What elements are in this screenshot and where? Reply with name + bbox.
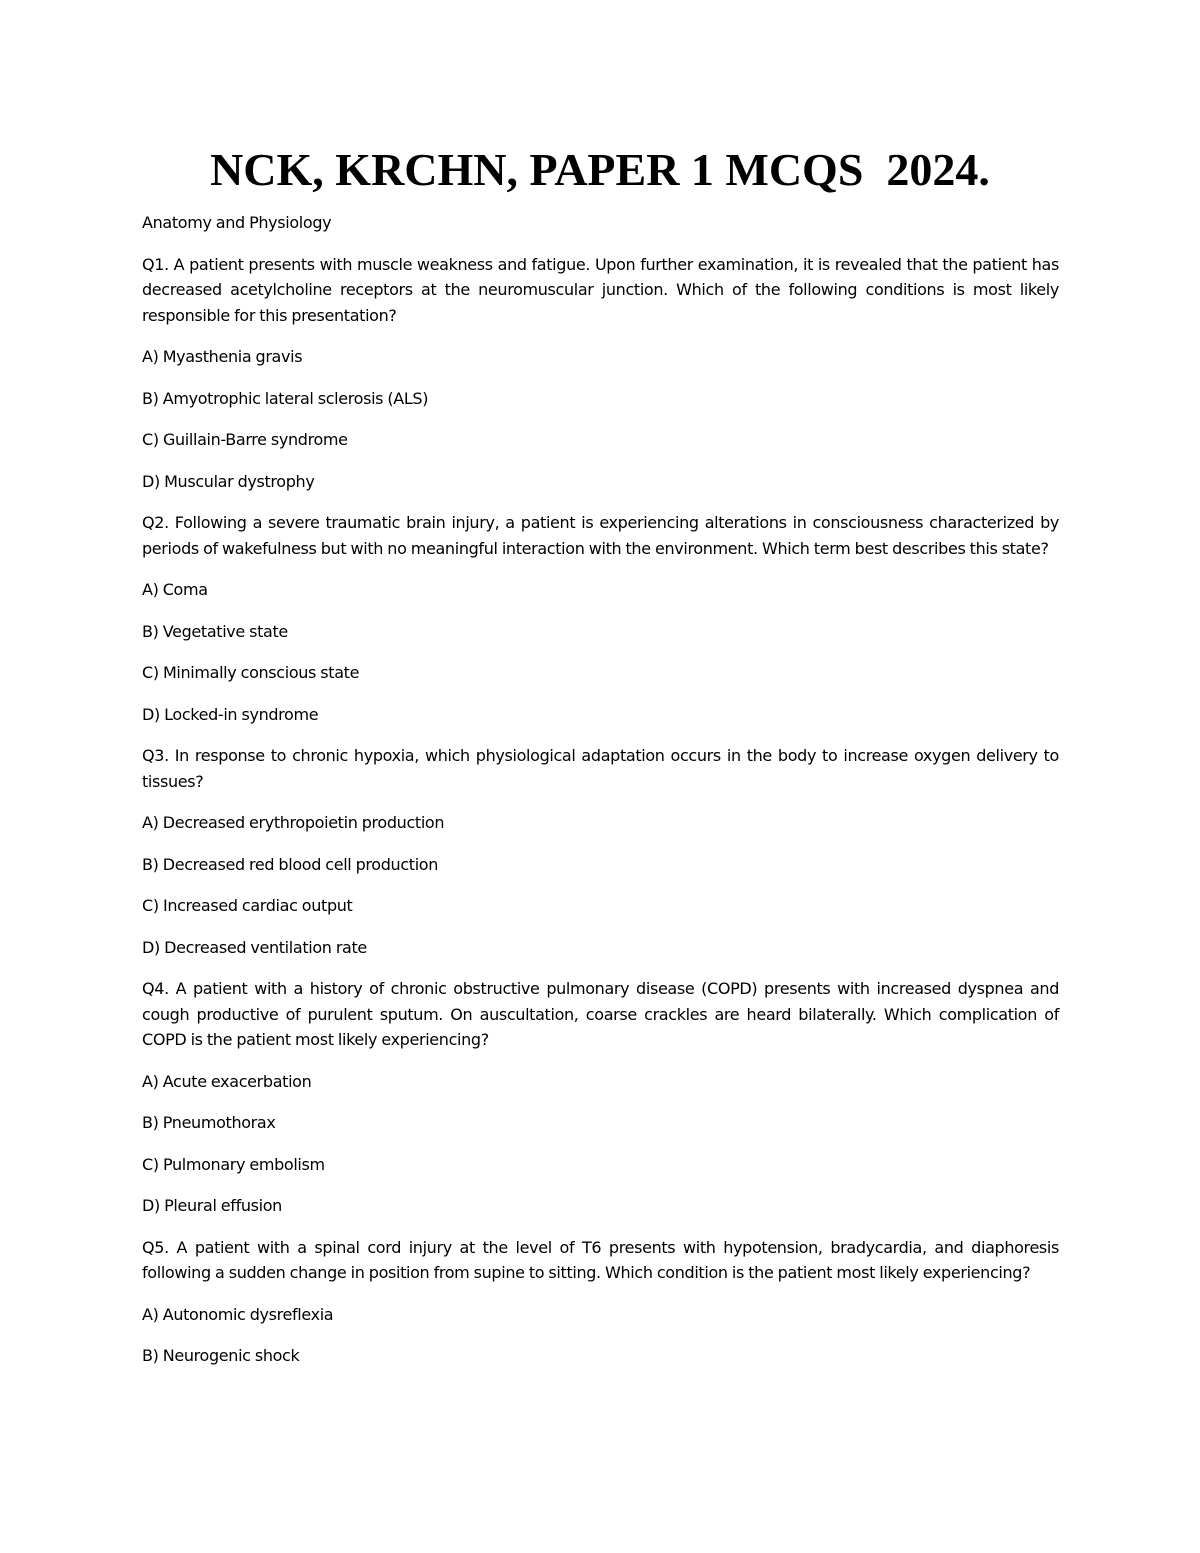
answer-option: A) Acute exacerbation [142, 1071, 312, 1091]
answer-option: A) Decreased erythropoietin production [142, 813, 445, 832]
question-text: Q1. A patient presents with muscle weakness and fatigue. Upon further examination, it is revealed that the patient has decreased acetylcholine receptors at the neuromuscular junction. Which of the following conditions is most likely responsible for this presentation? [142, 254, 1059, 325]
answer-option: C) Guillain-Barre syndrome [142, 430, 348, 449]
answer-option: B) Decreased red blood cell production [142, 854, 439, 874]
answer-option: A) Myasthenia gravis [142, 347, 303, 366]
document-body [142, 210, 1059, 1385]
answer-option: B) Amyotrophic lateral sclerosis (ALS) [142, 388, 429, 408]
document-title: NCK, KRCHN, PAPER 1 MCQS 2024. [210, 144, 990, 195]
answer-option: D) Muscular dystrophy [142, 471, 315, 491]
answer-option: C) Minimally conscious state [142, 663, 360, 682]
question-block-3 [142, 743, 1059, 960]
answer-option: B) Neurogenic shock [142, 1346, 300, 1365]
question-text: Q2. Following a severe traumatic brain injury, a patient is experiencing alterations in consciousness characterized by periods of wakefulness but with no meaningful interaction with the environment. Which term best describes this state? [142, 513, 1059, 558]
answer-option: B) Pneumothorax [142, 1113, 276, 1132]
question-text: Q4. A patient with a history of chronic obstructive pulmonary disease (COPD) presents with increased dyspnea and cough productive of purulent sputum. On auscultation, coarse crackles are heard bilaterally. Which complication of COPD is the patient most likely experiencing? [142, 979, 1059, 1049]
answer-option: C) Increased cardiac output [142, 896, 353, 915]
question-block-2 [142, 510, 1059, 727]
answer-option: D) Decreased ventilation rate [142, 937, 367, 957]
question-block-1 [142, 252, 1059, 495]
question-block-4 [142, 976, 1059, 1219]
answer-option: C) Pulmonary embolism [142, 1154, 325, 1174]
answer-option: D) Locked-in syndrome [142, 704, 319, 724]
answer-option: A) Coma [142, 580, 208, 599]
question-text: Q3. In response to chronic hypoxia, which physiological adaptation occurs in the body to increase oxygen delivery to tissues? [142, 746, 1059, 791]
question-text: Q5. A patient with a spinal cord injury at the level of T6 presents with hypotension, bradycardia, and diaphoresis following a sudden change in position from supine to sitting. Which condition is the patient most likely experiencing? [142, 1237, 1059, 1282]
answer-option: B) Vegetative state [142, 621, 288, 641]
answer-option: A) Autonomic dysreflexia [142, 1304, 334, 1324]
section-heading: Anatomy and Physiology [142, 213, 332, 232]
question-block-5 [142, 1235, 1059, 1369]
answer-option: D) Pleural effusion [142, 1196, 282, 1215]
